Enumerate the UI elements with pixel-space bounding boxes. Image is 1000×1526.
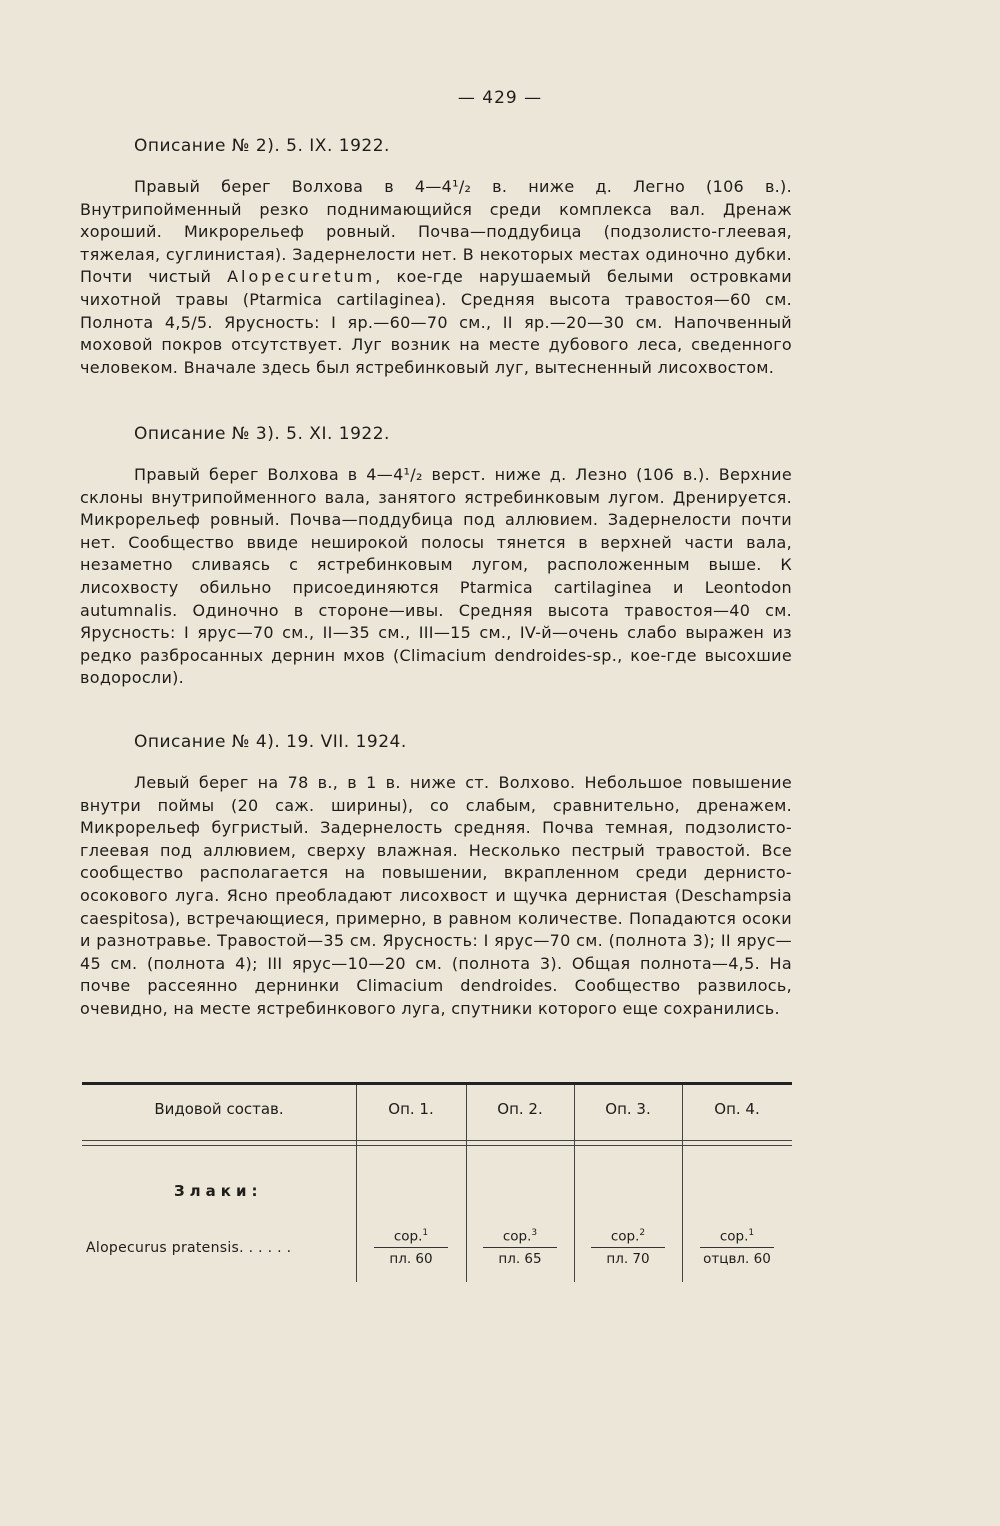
cell-sup: 3 <box>531 1228 538 1238</box>
table-top-rule <box>82 1082 792 1085</box>
cell-value: cop. <box>393 1228 423 1245</box>
header-op2: Оп. 2. <box>497 1100 543 1118</box>
table-header-rule <box>82 1140 792 1141</box>
section-paragraph: Правый берег Волхова в 4—4¹/₂ верст. ниже д. Лезно (106 в.). Верхние склоны внутрипойменного вала, занятого ястребинковым лугом. Дренируется. Микрорельеф ровный. Почва—поддубица под аллювием. Задернелости почти нет. Сообщество ввиде неширокой полосы тянется в верхней части вала, незаметно сливаясь с ястребинковым лугом, расположенным выше. К лисохвосту обильно присоединяются Ptarmica cartilaginea и Leontodon autumnalis. Одиночно в стороне—ивы. Средняя высота травостоя—40 см. Ярусность: I ярус—70 см., II—35 см., III—15 см., IV-й—очень слабо выражен из редко разбросанных дернин мхов (Climacium dendroides-sp., кое-где высохшие водоросли). <box>80 465 792 688</box>
cell-value: cop. <box>502 1228 532 1245</box>
table-header-rule <box>82 1145 792 1146</box>
page-number: — 429 — <box>457 88 543 108</box>
header-op3: Оп. 3. <box>605 1100 651 1118</box>
paragraph-text: , кое-где нарушаемый белыми островками чихотной травы (Ptarmica cartilaginea). Средняя высота травостоя—60 см. Полнота 4,5/5. Ярусность: I яр.—60—70 см., II яр.—20—30 см. Напочвенный моховой покров отсутствует. Луг возник на месте дубового леса, сведенного человеком. Вначале здесь был ястребинковый луг, вытесненный лисохвостом. <box>80 267 792 377</box>
header-species: Видовой состав. <box>154 1100 284 1118</box>
section-heading: Описание № 3). 5. XI. 1922. <box>134 424 390 444</box>
cell-note: отцвл. 60 <box>703 1250 771 1267</box>
cell-sup: 2 <box>639 1228 646 1238</box>
cell-note: пл. 70 <box>606 1250 650 1267</box>
species-name: Alopecurus pratensis. . . . . . <box>86 1240 292 1256</box>
cell-note: пл. 65 <box>498 1250 542 1267</box>
table-cell <box>574 1228 682 1267</box>
header-op1: Оп. 1. <box>388 1100 434 1118</box>
section-heading: Описание № 2). 5. IX. 1922. <box>134 136 390 156</box>
cell-note: пл. 60 <box>389 1250 433 1267</box>
section-3 <box>80 424 792 690</box>
table-cell <box>466 1228 574 1267</box>
cell-sup: 1 <box>422 1228 429 1238</box>
cell-sup: 1 <box>748 1228 755 1238</box>
group-label: Злаки: <box>174 1182 263 1200</box>
paragraph-text: Правый берег Волхова в 4—4¹/₂ в. ниже д. Легно (106 в.). Внутрипойменный резко поднимающийся среди комплекса вал. Дренаж хороший. Микрорельеф ровный. Почва—поддубица (подзолисто-глеевая, тяжелая, суглинистая). Задернелости нет. В некоторых местах одиночно дубки. Почти чистый <box>80 177 792 287</box>
section-2 <box>80 136 792 379</box>
cell-value: cop. <box>719 1228 749 1245</box>
spaced-term: Alopecuretum <box>227 267 376 287</box>
species-table <box>82 1082 792 1282</box>
section-paragraph: Левый берег на 78 в., в 1 в. ниже ст. Волхово. Небольшое повышение внутри поймы (20 саж. ширины), со слабым, сравнительно, дренажем. Микрорельеф бугристый. Задернелость средняя. Почва темная, подзолисто-глеевая под аллювием, сверху влажная. Несколько пестрый травостой. Все сообщество располагается на повышении, вкрапленном среди дернисто-осокового луга. Ясно преобладают лисохвост и щучка дернистая (Deschampsia caespitosa), встречающиеся, примерно, в равном количестве. Попадаются осоки и разнотравье. Травостой—35 см. Ярусность: I ярус—70 см. (полнота 3); II ярус—45 см. (полнота 4); III ярус—10—20 см. (полнота 3). Общая полнота—4,5. На почве рассеянно дернинки Climacium dendroides. Сообщество развилось, очевидно, на месте ястребинкового луга, спутники которого еще сохранились. <box>80 773 792 1018</box>
header-op4: Оп. 4. <box>714 1100 760 1118</box>
cell-value: cop. <box>610 1228 640 1245</box>
section-heading: Описание № 4). 19. VII. 1924. <box>134 732 407 752</box>
table-cell <box>682 1228 792 1267</box>
table-cell <box>356 1228 466 1267</box>
section-4 <box>80 732 792 1021</box>
section-paragraph <box>80 176 792 379</box>
